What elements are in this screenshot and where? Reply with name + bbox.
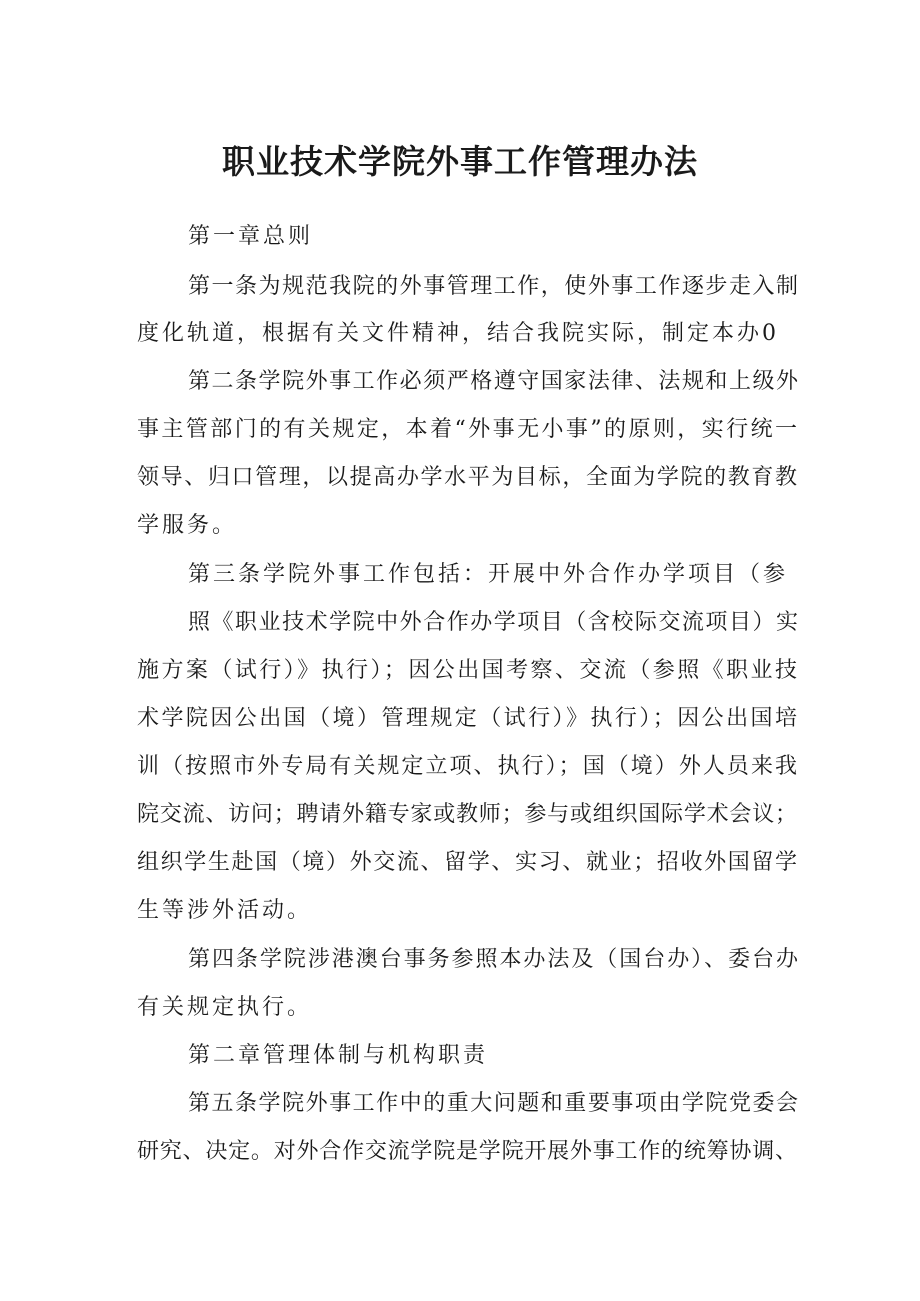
document-title: 职业技术学院外事工作管理办法 xyxy=(222,142,698,181)
paragraph-line: 第三条学院外事工作包括：开展中外合作办学项目（参 xyxy=(188,562,789,587)
paragraph-line: 施方案（试行）》执行）；因公出国考察、交流（参照《职业技 xyxy=(137,658,797,683)
paragraph-line: 有关规定执行。 xyxy=(137,995,313,1020)
chapter-heading: 第二章管理体制与机构职责 xyxy=(188,1043,489,1068)
paragraph-line: 照《职业技术学院中外合作办学项目（含校际交流项目）实 xyxy=(188,610,798,635)
paragraph-line: 领导、归口管理，以提高办学水平为目标，全面为学院的教育教 xyxy=(137,465,797,490)
paragraph-line: 第四条学院涉港澳台事务参照本办法及（国台办）、委台办 xyxy=(188,947,798,972)
paragraph-line: 生等涉外活动。 xyxy=(137,898,313,923)
paragraph-line: 事主管部门的有关规定，本着“外事无小事”的原则，实行统一 xyxy=(137,417,797,442)
paragraph-line: 第五条学院外事工作中的重大问题和重要事项由学院党委会 xyxy=(188,1091,798,1116)
paragraph-line: 院交流、访问；聘请外籍专家或教师；参与或组织国际学术会议； xyxy=(137,802,797,827)
chapter-heading: 第一章总则 xyxy=(188,224,314,249)
paragraph-line: 研究、决定。对外合作交流学院是学院开展外事工作的统筹协调、 xyxy=(137,1139,797,1164)
paragraph-line: 学服务。 xyxy=(137,513,238,538)
paragraph-line: 第一条为规范我院的外事管理工作，使外事工作逐步走入制 xyxy=(188,274,798,299)
paragraph-line: 度化轨道，根据有关文件精神，结合我院实际，制定本办0 xyxy=(137,321,779,346)
paragraph-line: 术学院因公出国（境）管理规定（试行）》执行）；因公出国培 xyxy=(137,706,797,731)
paragraph-line: 组织学生赴国（境）外交流、留学、实习、就业；招收外国留学 xyxy=(137,850,797,875)
paragraph-line: 训（按照市外专局有关规定立项、执行）；国（境）外人员来我 xyxy=(137,754,797,779)
paragraph-line: 第二条学院外事工作必须严格遵守国家法律、法规和上级外 xyxy=(188,369,798,394)
